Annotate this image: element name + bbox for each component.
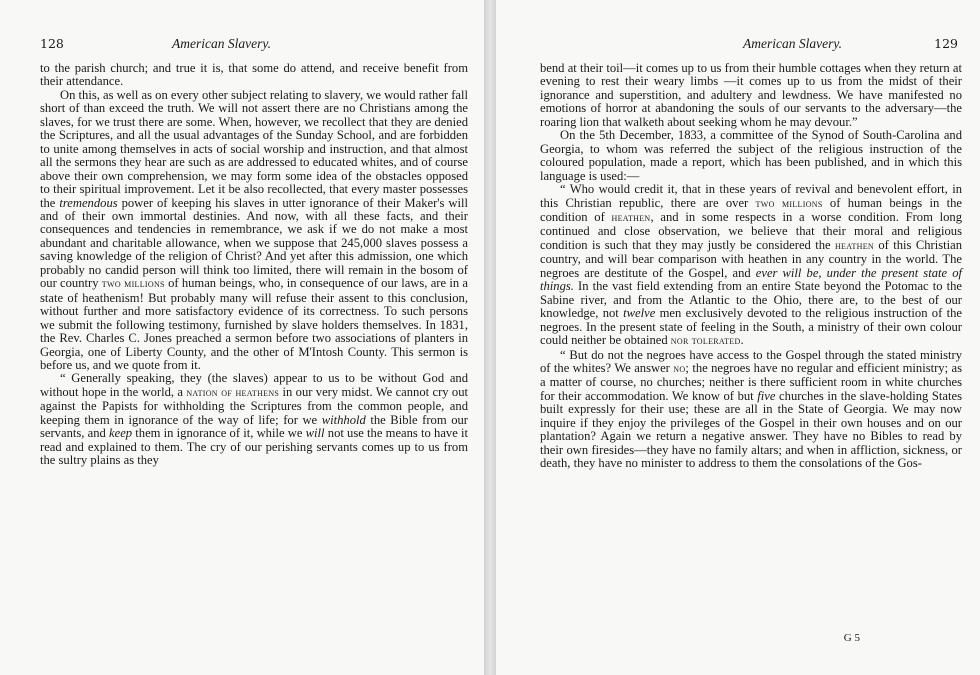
left-page — [0, 0, 484, 675]
left-running-title: American Slavery. — [172, 36, 271, 51]
right-page-number: 129 — [934, 36, 958, 51]
text-run: On this, as well as on every other subject relating to slavery, we would rather fall short of than exceed the truth. We will not assert there are no Christians among the slaves, for we trust there are some. When, however, we recollect that they are denied the Scriptures, and all the usual advantages of the Sunday School, and are forbidden to unite among themselves in acts of social worship and instruction, and that almost all the sermons they hear are such as are addressed to educated whites, and of course above their own comprehension, we may form some idea of the obstacles opposed to their spiritual improvement. Let it be also recollected, that every master possesses the — [40, 87, 469, 210]
right-page — [496, 0, 980, 675]
text-run: men exclusively devoted to the religious instruction of the negroes. In the present state of feeling in the South, a ministry of their own colour could neither be obtained — [540, 306, 962, 348]
text-run: the Bible from our servants, and — [40, 412, 468, 441]
text-run: ; the negroes have no regular and efficient ministry; as a matter of course, no churches; neither is there sufficient room in white churches for their accommodation. We know of but — [540, 360, 962, 403]
text-run: power of keeping his slaves in utter ignorance of their Maker's will and of their own immortal destinies. And now, with all these facts, and their consequences and tendencies in remembrance, we ask if we do not make a most abundant and charitable allowance, when we suppose that 245,000 slaves possess a saving knowledge of the religion of Christ? And yet after this admission, one which probably no candid person will think too limited, there will remain in the bosom of our country — [40, 195, 468, 291]
italic-text: will — [305, 426, 325, 441]
small-caps-text: no — [673, 362, 686, 375]
text-run: churches in the slave-holding States built expressly for their use; these are all in the State of Georgia. We may now inquire if they enjoy the privileges of the Gospel in their own houses and on our plantation? Again we return a negative answer. They have no Bibles to read by their own firesides—they have no family altars; and when in affliction, sickness, or death, they have no minister to address to them the consolations of the Gos- — [540, 388, 962, 471]
paragraph — [540, 183, 962, 348]
italic-text: twelve — [623, 306, 656, 321]
paragraph — [40, 62, 468, 89]
text-run: of human beings, who, in consequence of our laws, are in a state of heathenism! But probably many will refuse their assent to this conclusion, without further and more satisfactory evidence of its correctness. To such persons we submit the following testimony, furnished by slave holders themselves. In 1831, the Rev. Charles C. Jones preached a sermon before two associations of planters in Georgia, one of Liberty County, and the other of M'Intosh County. This sermon is before us, and we quote from it. — [40, 276, 468, 372]
text-run: not use the means to have it read and explained to them. The cry of our perishing servants comes up to us from the sultry plains as they — [40, 426, 468, 468]
right-running-title: American Slavery. — [743, 36, 842, 51]
paragraph — [40, 89, 468, 373]
italic-text: withhold — [321, 412, 366, 427]
small-caps-text: heathen — [834, 239, 874, 252]
small-caps-text: two millions — [755, 197, 823, 210]
text-run: “ Who would credit it, that in these years of revival and benevolent effort, in this Christian republic, there are over — [540, 182, 962, 210]
paragraph — [540, 62, 962, 129]
text-run: bend at their toil—it comes up to us from their humble cottages when they return at evening to rest their weary limbs —it comes up to us from the midst of their ignorance and superstition, and adultery and lewdness. We have manifested no emotions of horror at abandoning the souls of our servants to the adversary—the roaring lion that walketh about seeking whom he may devour.” — [540, 61, 962, 129]
italic-text: ever will be, under the present state of things. — [540, 265, 962, 294]
right-page-body — [540, 62, 962, 471]
small-caps-text: heathen — [611, 211, 651, 224]
text-run: of this Christian country, and will bear comparison with heathen in any country in the world. The negroes are destitute of the Gospel, and — [540, 237, 962, 280]
text-run: In the vast field extending from an entire State beyond the Potomac to the Sabine river, and from the Atlantic to the Ohio, there are, to the best of our knowledge, not — [540, 279, 962, 321]
right-running-head — [540, 36, 962, 56]
italic-text: keep — [109, 426, 133, 441]
paragraph — [40, 372, 468, 467]
text-run: them in ignorance of it, while we — [132, 426, 306, 441]
small-caps-text: two millions — [101, 278, 165, 291]
text-run: . — [740, 333, 744, 348]
left-page-body — [40, 62, 468, 468]
book-gutter — [484, 0, 496, 675]
text-run: On the 5th December, 1833, a committee of the Synod of South-Carolina and Georgia, to whom was referred the subject of the religious instruction of the coloured population, made a report, which has been published, and in which this language is used:— — [540, 128, 962, 183]
paragraph — [540, 129, 962, 183]
paragraph — [540, 349, 962, 471]
text-run: “ Generally speaking, they (the slaves) appear to us to be without God and without hope in the world, a — [40, 371, 468, 399]
small-caps-text: nation of heathens — [186, 386, 280, 399]
text-run: in our very midst. We cannot cry out against the Papists for withholding the Scriptures from the common people, and keeping them in ignorance of the way of life; for we — [40, 384, 468, 427]
text-run: “ But do not the negroes have access to the Gospel through the stated ministry of the whites? We answer — [540, 347, 962, 375]
italic-text: tremendous — [59, 195, 118, 210]
italic-text: five — [757, 388, 776, 403]
signature-mark: G 5 — [843, 632, 860, 644]
text-run: , and in some respects in a worse condition. From long continued and close observation, we believe that their moral and religious condition is such that they may justly be considered the — [540, 209, 962, 252]
text-run: to the parish church; and true it is, that some do attend, and receive benefit from their attendance. — [40, 61, 468, 89]
text-run: of human beings in the condition of — [540, 195, 962, 224]
left-running-head — [40, 36, 468, 56]
left-page-number: 128 — [40, 36, 64, 51]
small-caps-text: nor tolerated — [670, 335, 741, 348]
